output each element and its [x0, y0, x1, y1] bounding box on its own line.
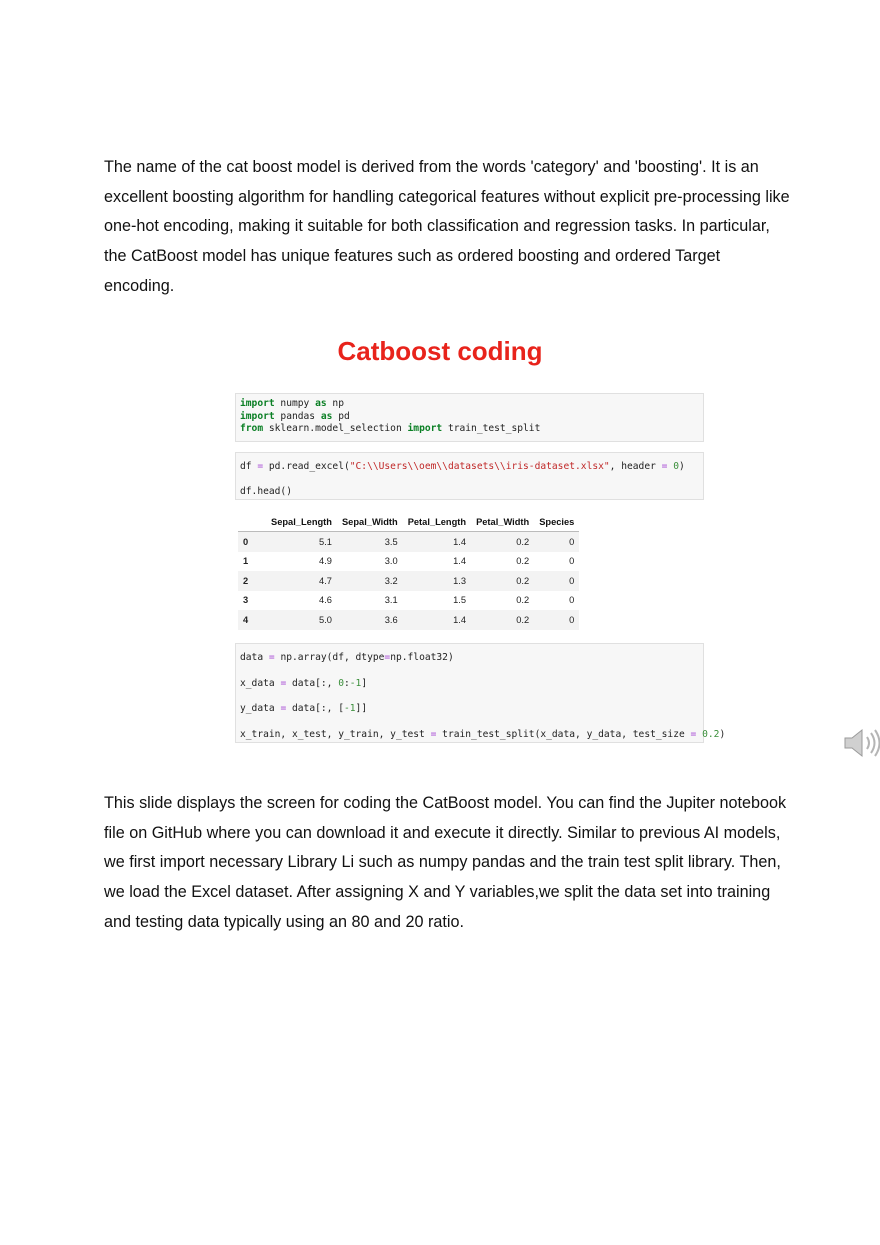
- code-cell-read-excel[interactable]: [235, 452, 704, 500]
- code-token: train_test_split(x_data, y_data, test_size: [436, 728, 691, 740]
- table-cell: 0.2: [471, 610, 534, 630]
- column-header: Sepal_Length: [266, 513, 337, 532]
- table-cell: 1.4: [403, 610, 471, 630]
- table-cell: 5.0: [266, 610, 337, 630]
- code-token: pd.read_excel(: [263, 461, 350, 472]
- table-row: [238, 532, 579, 552]
- row-index: 3: [243, 595, 249, 606]
- speaker-icon[interactable]: [842, 724, 880, 767]
- slide-title: Catboost coding: [337, 336, 543, 366]
- code-token: y_data: [240, 703, 281, 715]
- code-token: =: [280, 677, 287, 689]
- row-index: 1: [243, 556, 249, 567]
- column-header: [238, 513, 266, 532]
- code-line: [240, 699, 699, 725]
- code-token: ): [679, 461, 685, 472]
- code-token: -1: [349, 677, 362, 689]
- table-cell: 0: [569, 556, 575, 567]
- table-cell: 0: [534, 571, 579, 591]
- code-token: ): [719, 728, 726, 740]
- code-token: import: [407, 423, 443, 434]
- column-header: Sepal_Width: [337, 513, 403, 532]
- code-token: x_data: [240, 677, 281, 689]
- code-line: [240, 482, 699, 507]
- code-token: import: [240, 398, 275, 409]
- code-line: [240, 423, 699, 436]
- code-token: numpy: [274, 398, 316, 409]
- code-token: =: [690, 728, 697, 740]
- code-token: ]]: [355, 703, 368, 715]
- code-line: [240, 674, 699, 700]
- table-cell: 0.2: [471, 532, 534, 552]
- code-token: pandas: [274, 410, 321, 422]
- table-body: [238, 532, 579, 630]
- code-token: df.head(): [240, 486, 292, 497]
- code-token: data[:,: [286, 677, 339, 689]
- table-row: [238, 610, 579, 630]
- table-cell: 3.5: [337, 532, 403, 552]
- table-cell: 0.2: [516, 595, 530, 606]
- table-cell: 3.2: [337, 571, 403, 591]
- table-cell: 1.5: [453, 595, 467, 606]
- table-cell: 4.9: [319, 556, 332, 567]
- code-token: 0: [338, 677, 344, 689]
- dataframe-table: [238, 513, 579, 630]
- table-cell: 0.2: [471, 571, 534, 591]
- column-header: Species: [534, 513, 579, 532]
- code-token: =: [661, 461, 668, 472]
- code-token: , header: [609, 461, 662, 472]
- code-token: as: [320, 410, 333, 422]
- table-cell: 1.4: [453, 556, 467, 567]
- code-line: [240, 648, 699, 674]
- description-paragraph: This slide displays the screen for coding the CatBoost model. You can find the Jupiter notebook file on GitHub where you can download it and execute it directly. Similar to previous AI models, we first import necessary Library Li such as numpy pandas and the train test split library. Then, we load the Excel dataset. After assigning X and Y variables,we split the data set into training and testing data typically using an 80 and 20 ratio.: [104, 794, 787, 931]
- table-cell: 1.3: [403, 571, 471, 591]
- code-token: data: [240, 652, 269, 663]
- table-cell: 3.0: [384, 556, 398, 567]
- code-token: 0.2: [702, 728, 720, 740]
- code-token: =: [280, 703, 287, 715]
- code-token: =: [384, 652, 391, 663]
- code-line: [240, 411, 699, 424]
- table-cell: 0: [534, 610, 579, 630]
- code-token: =: [268, 652, 275, 663]
- table-cell: 0.2: [516, 556, 530, 567]
- table-row: [238, 591, 579, 611]
- table-cell: 4.7: [266, 571, 337, 591]
- code-cell-imports[interactable]: [235, 393, 704, 442]
- code-token: =: [257, 461, 264, 472]
- code-token: -1: [343, 703, 356, 715]
- code-token: data[:, [: [286, 703, 344, 715]
- code-line: [240, 725, 726, 751]
- column-header: Petal_Length: [403, 513, 471, 532]
- code-token: from: [240, 423, 264, 434]
- table-cell: 1.4: [403, 532, 471, 552]
- intro-paragraph: The name of the cat boost model is derived from the words 'category' and 'boosting'. It is an excellent boosting algorithm for handling categorical features without explicit pre-processing like one-hot encoding, making it suitable for both classification and regression tasks. In particular, the CatBoost model has unique features such as ordered boosting and ordered Target encoding.: [104, 158, 790, 295]
- code-token: "C:\\Users\\oem\\datasets\\iris-dataset.xlsx": [349, 461, 610, 472]
- code-token: pd: [332, 410, 350, 422]
- code-token: np.array(df, dtype: [274, 652, 385, 663]
- code-token: as: [315, 398, 327, 409]
- table-row: [238, 552, 579, 572]
- table-cell: 0: [534, 532, 579, 552]
- table-cell: 5.1: [266, 532, 337, 552]
- code-token: 0: [673, 461, 679, 472]
- code-token: import: [240, 410, 275, 422]
- table-header-row: [238, 513, 579, 532]
- code-line: [240, 398, 699, 411]
- code-token: ]: [361, 677, 368, 689]
- table-cell: 4.6: [319, 595, 332, 606]
- column-header: Petal_Width: [471, 513, 534, 532]
- code-token: np.float32): [390, 652, 454, 663]
- code-token: train_test_split: [442, 423, 541, 434]
- code-line: [240, 457, 699, 482]
- code-token: :: [343, 677, 350, 689]
- row-index: 0: [238, 532, 266, 552]
- table-cell: 3.1: [384, 595, 398, 606]
- code-cell-split[interactable]: [235, 643, 726, 743]
- code-token: np: [326, 398, 344, 409]
- table-row: [238, 571, 579, 591]
- code-token: df: [240, 461, 258, 472]
- row-index: 4: [238, 610, 266, 630]
- code-token: x_train, x_test, y_train, y_test: [240, 728, 431, 740]
- code-token: =: [430, 728, 437, 740]
- row-index: 2: [238, 571, 266, 591]
- table-cell: 0: [569, 595, 575, 606]
- table-cell: 3.6: [337, 610, 403, 630]
- code-token: sklearn.model_selection: [263, 423, 408, 434]
